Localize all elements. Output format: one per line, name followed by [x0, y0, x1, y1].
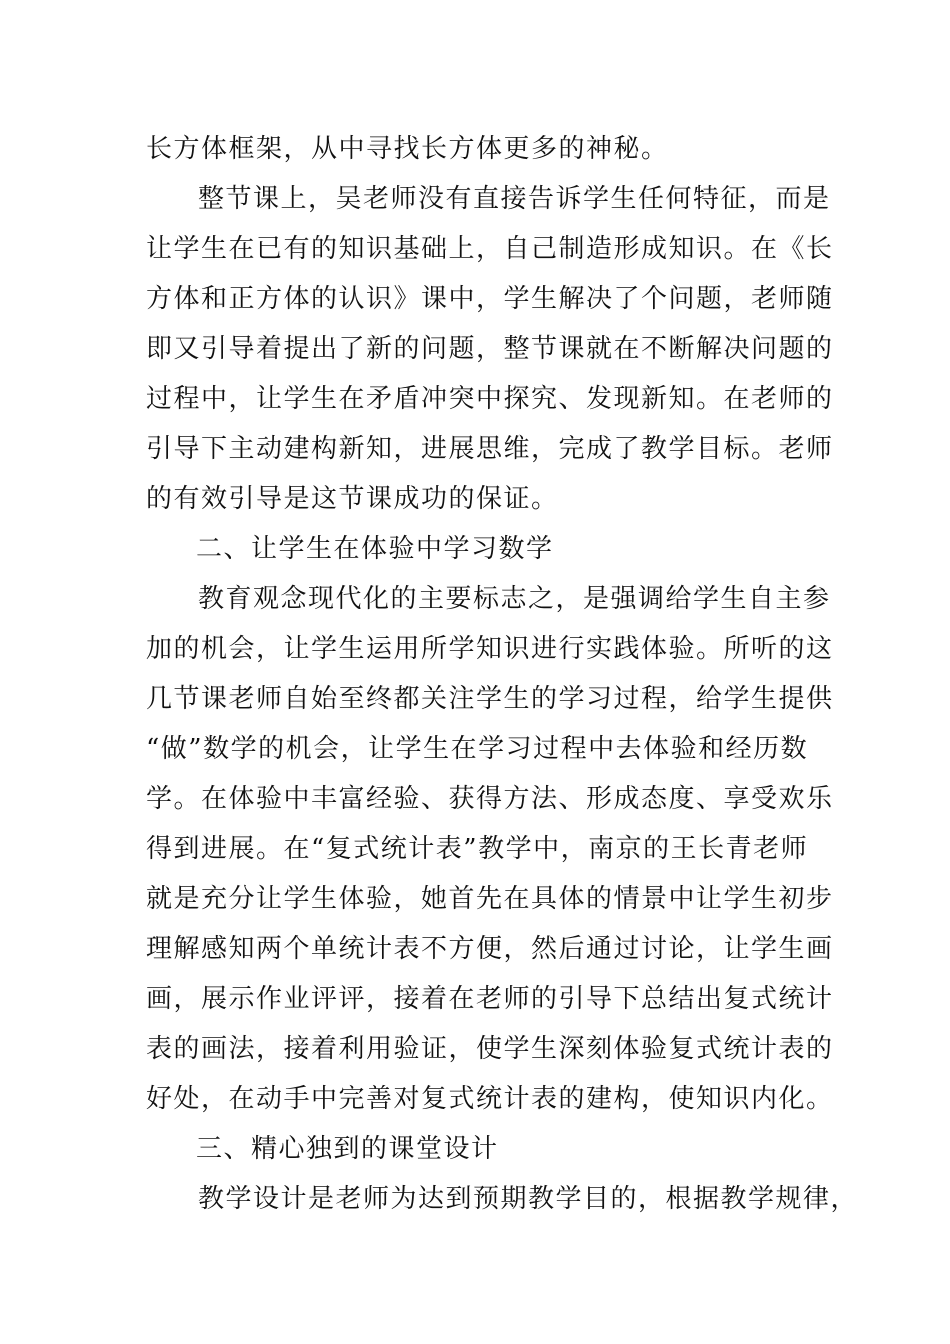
text-line: 好处，在动手中完善对复式统计表的建构，使知识内化。: [146, 1084, 834, 1114]
paragraph-start: 整节课上，吴老师没有直接告诉学生任何特征，而是: [198, 184, 831, 214]
text-line: 长方体框架，从中寻找长方体更多的神秘。: [146, 134, 669, 164]
text-line: 过程中，让学生在矛盾冲突中探究、发现新知。在老师的: [146, 384, 834, 414]
text-line: 几节课老师自始至终都关注学生的学习过程，给学生提供: [146, 684, 834, 714]
text-line: 即又引导着提出了新的问题，整节课就在不断解决问题的: [146, 334, 834, 364]
text-line: “做”数学的机会，让学生在学习过程中去体验和经历数: [146, 734, 809, 764]
text-line: 方体和正方体的认识》课中，学生解决了个问题，老师随: [146, 284, 834, 314]
section-heading: 三、精心独到的课堂设计: [196, 1134, 499, 1164]
text-line: 理解感知两个单统计表不方便，然后通过讨论，让学生画: [146, 934, 834, 964]
text-line: 学。在体验中丰富经验、获得方法、形成态度、享受欢乐: [146, 784, 834, 814]
text-line: 表的画法，接着利用验证，使学生深刻体验复式统计表的: [146, 1034, 834, 1064]
text-line: 让学生在已有的知识基础上，自己制造形成知识。在《长: [146, 234, 834, 264]
text-line: 的有效引导是这节课成功的保证。: [146, 484, 559, 514]
paragraph-start: 教学设计是老师为达到预期教学目的，根据教学规律，: [198, 1184, 859, 1214]
text-line: 得到进展。在“复式统计表”教学中，南京的王长青老师: [146, 834, 809, 864]
text-line: 画，展示作业评评，接着在老师的引导下总结出复式统计: [146, 984, 834, 1014]
paragraph-start: 教育观念现代化的主要标志之，是强调给学生自主参: [198, 584, 831, 614]
text-line: 加的机会，让学生运用所学知识进行实践体验。所听的这: [146, 634, 834, 664]
text-line: 就是充分让学生体验，她首先在具体的情景中让学生初步: [146, 884, 834, 914]
text-line: 引导下主动建构新知，进展思维，完成了教学目标。老师: [146, 434, 834, 464]
section-heading: 二、让学生在体验中学习数学: [196, 534, 554, 564]
